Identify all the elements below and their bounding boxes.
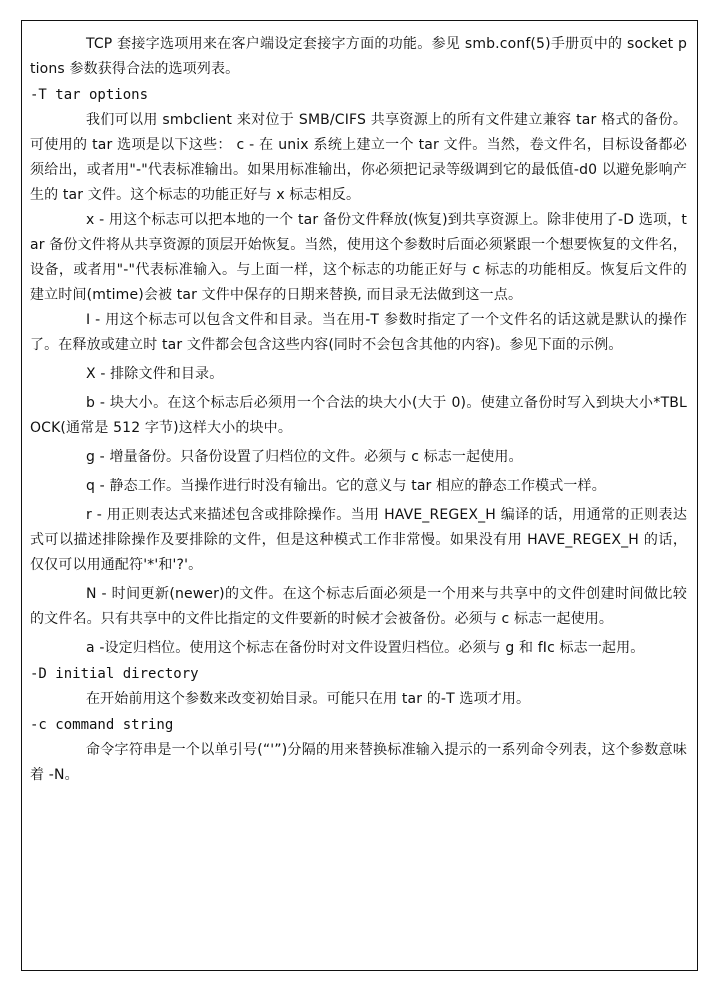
option-heading-tar: -T tar options <box>30 87 149 103</box>
tar-q-paragraph: q - 静态工作。当操作进行时没有输出。它的意义与 tar 相应的静态工作模式一样。 <box>86 478 606 494</box>
tcp-socket-paragraph: TCP 套接字选项用来在客户端设定套接字方面的功能。参见 smb.conf(5)手册页中的 socket ptions 参数获得合法的选项列表。 <box>30 36 687 77</box>
tar-r-paragraph: r - 用正则表达式来描述包含或排除操作。当用 HAVE_REGEX_H 编译的话，用通常的正则表达式可以描述排除操作及要排除的文件，但是这种模式工作非常慢。如果没有用 HAVE_REGEX_H 的话，仅仅可以用通配符'*'和'?'。 <box>30 507 687 573</box>
command-string-paragraph: 命令字符串是一个以单引号(“'”)分隔的用来替换标准输入提示的一系列命令列表，这个参数意味着 -N。 <box>30 742 687 783</box>
tar-a-paragraph: a -设定归档位。使用这个标志在备份时对文件设置归档位。必须与 g 和 fIc 标志一起用。 <box>86 640 645 656</box>
tar-g-paragraph: g - 增量备份。只备份设置了归档位的文件。必须与 c 标志一起使用。 <box>86 449 523 465</box>
tar-X-paragraph: X - 排除文件和目录。 <box>86 366 224 382</box>
option-heading-initial-directory: -D initial directory <box>30 666 199 682</box>
document-body <box>30 32 687 788</box>
tar-b-paragraph: b - 块大小。在这个标志后必须用一个合法的块大小(大于 0)。使建立备份时写入到块大小*TBLOCK(通常是 512 字节)这样大小的块中。 <box>30 395 687 436</box>
tar-N-paragraph: N - 时间更新(newer)的文件。在这个标志后面必须是一个用来与共享中的文件创建时间做比较的文件名。只有共享中的文件比指定的文件要新的时候才会被备份。必须与 c 标志一起使用。 <box>30 586 687 627</box>
tar-I-paragraph: I - 用这个标志可以包含文件和目录。当在用-T 参数时指定了一个文件名的话这就是默认的操作了。在释放或建立时 tar 文件都会包含这些内容(同时不会包含其他的内容)。参见下面的示例。 <box>30 312 687 353</box>
tar-c-paragraph: 我们可以用 smbclient 来对位于 SMB/CIFS 共享资源上的所有文件建立兼容 tar 格式的备份。可使用的 tar 选项是以下这些： c - 在 unix 系统上建立一个 tar 文件。当然，卷文件名，目标设备都必须给出，或者用"-"代表标准输出。如果用标准输出，你必须把记录等级调到它的最低值-d0 以避免影响产生的 tar 文件。这个标志的功能正好与 x 标志相反。 <box>30 112 687 203</box>
tar-x-paragraph: x - 用这个标志可以把本地的一个 tar 备份文件释放(恢复)到共享资源上。除非使用了-D 选项，tar 备份文件将从共享资源的顶层开始恢复。当然，使用这个参数时后面必须紧跟一个想要恢复的文件名，设备，或者用"-"代表标准输入。与上面一样，这个标志的功能正好与 c 标志的功能相反。恢复后文件的建立时间(mtime)会被 tar 文件中保存的日期来替换, 而目录无法做到这一点。 <box>30 212 687 303</box>
initial-directory-paragraph: 在开始前用这个参数来改变初始目录。可能只在用 tar 的-T 选项才用。 <box>86 691 531 707</box>
option-heading-command-string: -c command string <box>30 717 174 733</box>
